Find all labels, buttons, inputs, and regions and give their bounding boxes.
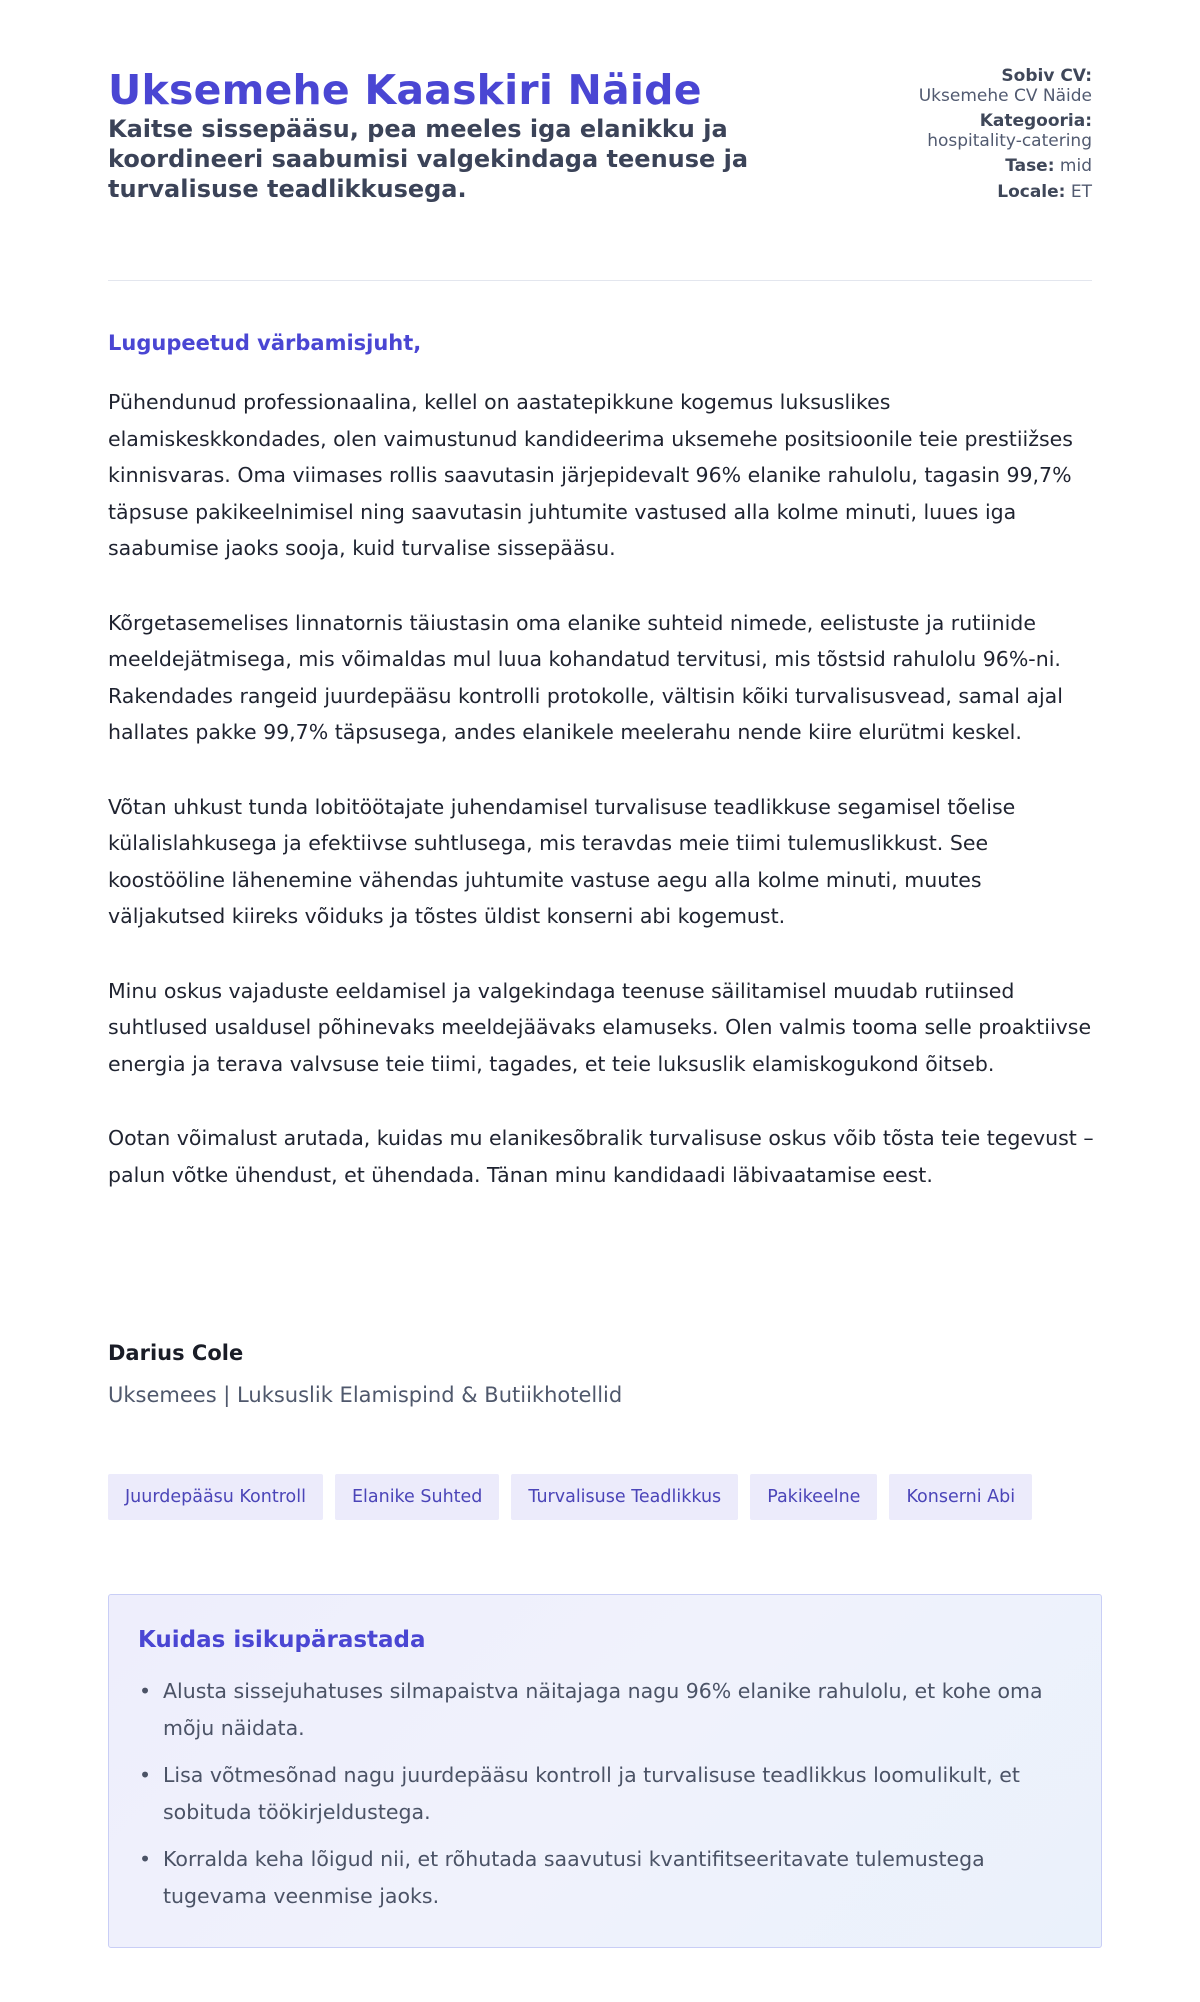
meta-locale-label: Locale: xyxy=(997,182,1066,202)
tips-item xyxy=(139,1757,1071,1831)
tips-item-text: Lisa võtmesõnad nagu juurdepääsu kontroll ja turvalisuse teadlikkus loomulikult, et sobituda töökirjeldustega. xyxy=(163,1763,1020,1824)
meta-cv-label: Sobiv CV: xyxy=(1001,66,1092,86)
tips-item xyxy=(139,1841,1071,1915)
tips-item-text: Korralda keha lõigud nii, et rõhutada saavutusi kvantifitseeritavate tulemustega tugevama veenmise jaoks. xyxy=(163,1847,985,1908)
bullet-icon: • xyxy=(139,1847,152,1871)
letter-body xyxy=(108,384,1104,1231)
meta-level xyxy=(892,156,1092,176)
bullet-icon: • xyxy=(139,1679,152,1703)
letter-paragraph: Kõrgetasemelises linnatornis täiustasin oma elanike suhteid nimede, eelistuste ja rutiinide meeldejätmisega, mis võimaldas mul luua kohandatud tervitusi, mis tõstsid rahulolu 96%-ni. Rakendades rangeid juurdepääsu kontrolli protokolle, vältisin kõiki turvalisusvead, samal ajal hallates pakke 99,7% täpsusega, andes elanikele meelerahu nende kiire elurütmi keskel. xyxy=(108,610,1063,744)
tips-title: Kuidas isikupärastada xyxy=(138,1627,426,1653)
meta-cv-value: Uksemehe CV Näide xyxy=(918,86,1092,106)
meta-level-value: mid xyxy=(1059,156,1092,176)
meta-locale xyxy=(892,182,1092,202)
signature-name: Darius Cole xyxy=(108,1341,244,1365)
skill-tags xyxy=(108,1474,1032,1520)
skill-tag: Elanike Suhted xyxy=(335,1474,499,1520)
letter-paragraph: Ootan võimalust arutada, kuidas mu elanikesõbralik turvalisuse oskus võib tõsta teie tegevust – palun võtke ühendust, et ühendada. Tänan minu kandidaadi läbivaatamise eest. xyxy=(108,1126,1094,1187)
page-header xyxy=(108,0,1092,281)
skill-tag: Pakikeelne xyxy=(750,1474,877,1520)
meta-level-label: Tase: xyxy=(1005,156,1055,176)
skill-tag: Konserni Abi xyxy=(889,1474,1032,1520)
letter-paragraph: Pühendunud professionaalina, kellel on aastatepikkune kogemus luksuslikes elamiskeskkondades, olen vaimustunud kandideerima uksemehe positsioonile teie prestiižses kinnisvaras. Oma viimases rollis saavutasin järjepidevalt 96% elanike rahulolu, tagasin 99,7% täpsuse pakikeelnimisel ning saavutasin juhtumite vastused alla kolme minuti, luues iga saabumise jaoks sooja, kuid turvalise sissepääsu. xyxy=(108,390,1073,560)
bullet-icon: • xyxy=(139,1763,152,1787)
page-subtitle: Kaitse sissepääsu, pea meeles iga elanikku ja koordineeri saabumisi valgekindaga teenuse ja turvalisuse teadlikkusega. xyxy=(108,115,749,203)
meta-panel xyxy=(892,66,1092,208)
skill-tag: Turvalisuse Teadlikkus xyxy=(511,1474,738,1520)
page-title: Uksemehe Kaaskiri Näide xyxy=(108,66,702,114)
meta-category xyxy=(892,111,1092,151)
letter-greeting: Lugupeetud värbamisjuht, xyxy=(108,331,422,355)
meta-category-value: hospitality-catering xyxy=(927,131,1092,151)
tips-item xyxy=(139,1673,1071,1747)
letter-paragraph: Minu oskus vajaduste eeldamisel ja valgekindaga teenuse säilitamisel muudab rutiinsed suhtlused usaldusel põhinevaks meeldejäävaks elamuseks. Olen valmis tooma selle proaktiivse energia ja terava valvsuse teie tiimi, tagades, et teie luksuslik elamiskogukond õitseb. xyxy=(108,978,1092,1076)
signature-block xyxy=(108,1338,622,1410)
meta-locale-value: ET xyxy=(1070,182,1092,202)
signature-role: Uksemees | Luksuslik Elamispind & Butiikhotellid xyxy=(108,1383,623,1407)
personalization-tips-box xyxy=(108,1594,1102,1948)
meta-category-label: Kategooria: xyxy=(979,111,1092,131)
skill-tag: Juurdepääsu Kontroll xyxy=(108,1474,323,1520)
meta-cv xyxy=(892,66,1092,106)
tips-item-text: Alusta sissejuhatuses silmapaistva näitajaga nagu 96% elanike rahulolu, et kohe oma mõju näidata. xyxy=(163,1679,1043,1740)
tips-list xyxy=(138,1673,1071,1915)
letter-paragraph: Võtan uhkust tunda lobitöötajate juhendamisel turvalisuse teadlikkuse segamisel tõelise külalislahkusega ja efektiivse suhtlusega, mis teravdas meie tiimi tulemuslikkust. See koostööline lähenemine vähendas juhtumite vastuse aegu alla kolme minuti, muutes väljakutsed kiireks võiduks ja tõstes üldist konserni abi kogemust. xyxy=(108,794,1016,928)
